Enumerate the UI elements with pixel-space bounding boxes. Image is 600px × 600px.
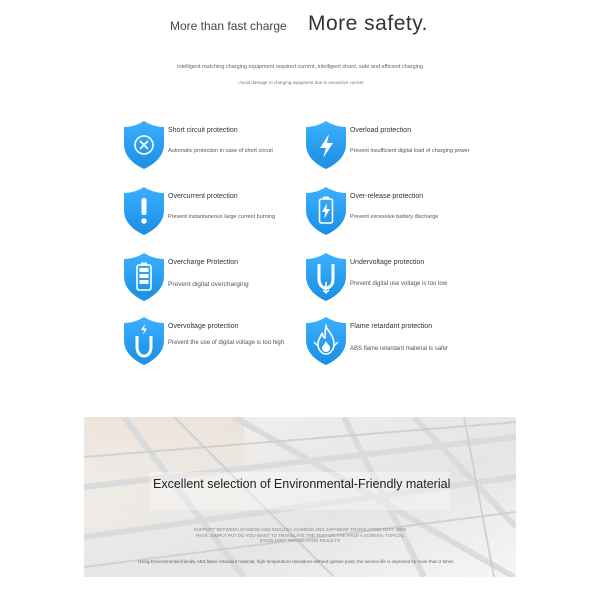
feature-title: Over-release protection [350, 193, 424, 200]
feature-over-release [304, 186, 494, 244]
feature-undervoltage [304, 252, 494, 310]
heading-left-text: More than fast charge [170, 19, 287, 33]
header-subtitle: Intelligent matching charging equipment required current, intelligent shunt, safe and efficient charging [176, 64, 424, 70]
feature-title: Short circuit protection [168, 127, 238, 134]
feature-desc: Automatic protection in case of short circuit [168, 148, 273, 154]
feature-desc: Prevent instantaneous large current burning [168, 214, 276, 220]
feature-desc: Prevent excessive battery discharge [350, 214, 439, 220]
lightning-icon [304, 120, 348, 170]
feature-desc: Prevent digital use voltage is too low [350, 281, 448, 287]
feature-overcharge [122, 252, 312, 310]
glass-roof-image [84, 417, 516, 577]
flame-icon [304, 316, 348, 366]
feature-desc: Prevent digital overcharging [168, 281, 249, 288]
feature-overcurrent [122, 186, 312, 244]
heading-row [0, 10, 600, 40]
feature-title: Overvoltage protection [168, 323, 239, 330]
feature-desc: ABS flame retardant material is safer [350, 346, 449, 352]
feature-title: Overcharge Protection [168, 259, 239, 266]
feature-title: Overcurrent protection [168, 193, 238, 200]
environment-title: Excellent selection of Environmental-Friendly material [153, 477, 451, 491]
exclamation-icon [122, 186, 166, 236]
feature-desc: Prevent the use of digital voltage is too high [168, 340, 285, 346]
roof-photo-banner [84, 417, 516, 577]
magnet-bolt-icon [122, 316, 166, 366]
feature-flame-retardant [304, 316, 494, 374]
feature-desc: Prevent insufficient digital load of charging power [350, 148, 470, 154]
feature-title: Undervoltage protection [350, 259, 425, 266]
feature-overload [304, 120, 494, 178]
header-sub-note: - Avoid damage to charging equipment due to excessive current [236, 80, 364, 85]
battery-full-icon [122, 252, 166, 302]
heading-right-text: More safety. [308, 12, 428, 35]
feature-overvoltage [122, 316, 312, 374]
battery-bolt-icon [304, 186, 348, 236]
x-circle-icon [122, 120, 166, 170]
feature-title: Overload protection [350, 127, 412, 134]
environment-description: Using Environmental-friendly ABS flame retardant material, high temperature resistance without ignition point, the service life is improved by more than 2 times [138, 559, 454, 564]
feature-short-circuit [122, 120, 312, 178]
environment-translation-note: SUPPORT BETWEEN CHINESE AND ENGLISH, CHINESE AND JAPANESE TRANSLATION TEXT, WEB PAGE, SIMPLY PUT DO YOU WANT TO TRANSLATE THE TEXT ON THE PAGE A SCREEN, TOPICAL EXCELLENT TRANSLATION RESULTS [193, 527, 407, 543]
feature-title: Flame retardant protection [350, 323, 433, 330]
magnet-down-icon [304, 252, 348, 302]
